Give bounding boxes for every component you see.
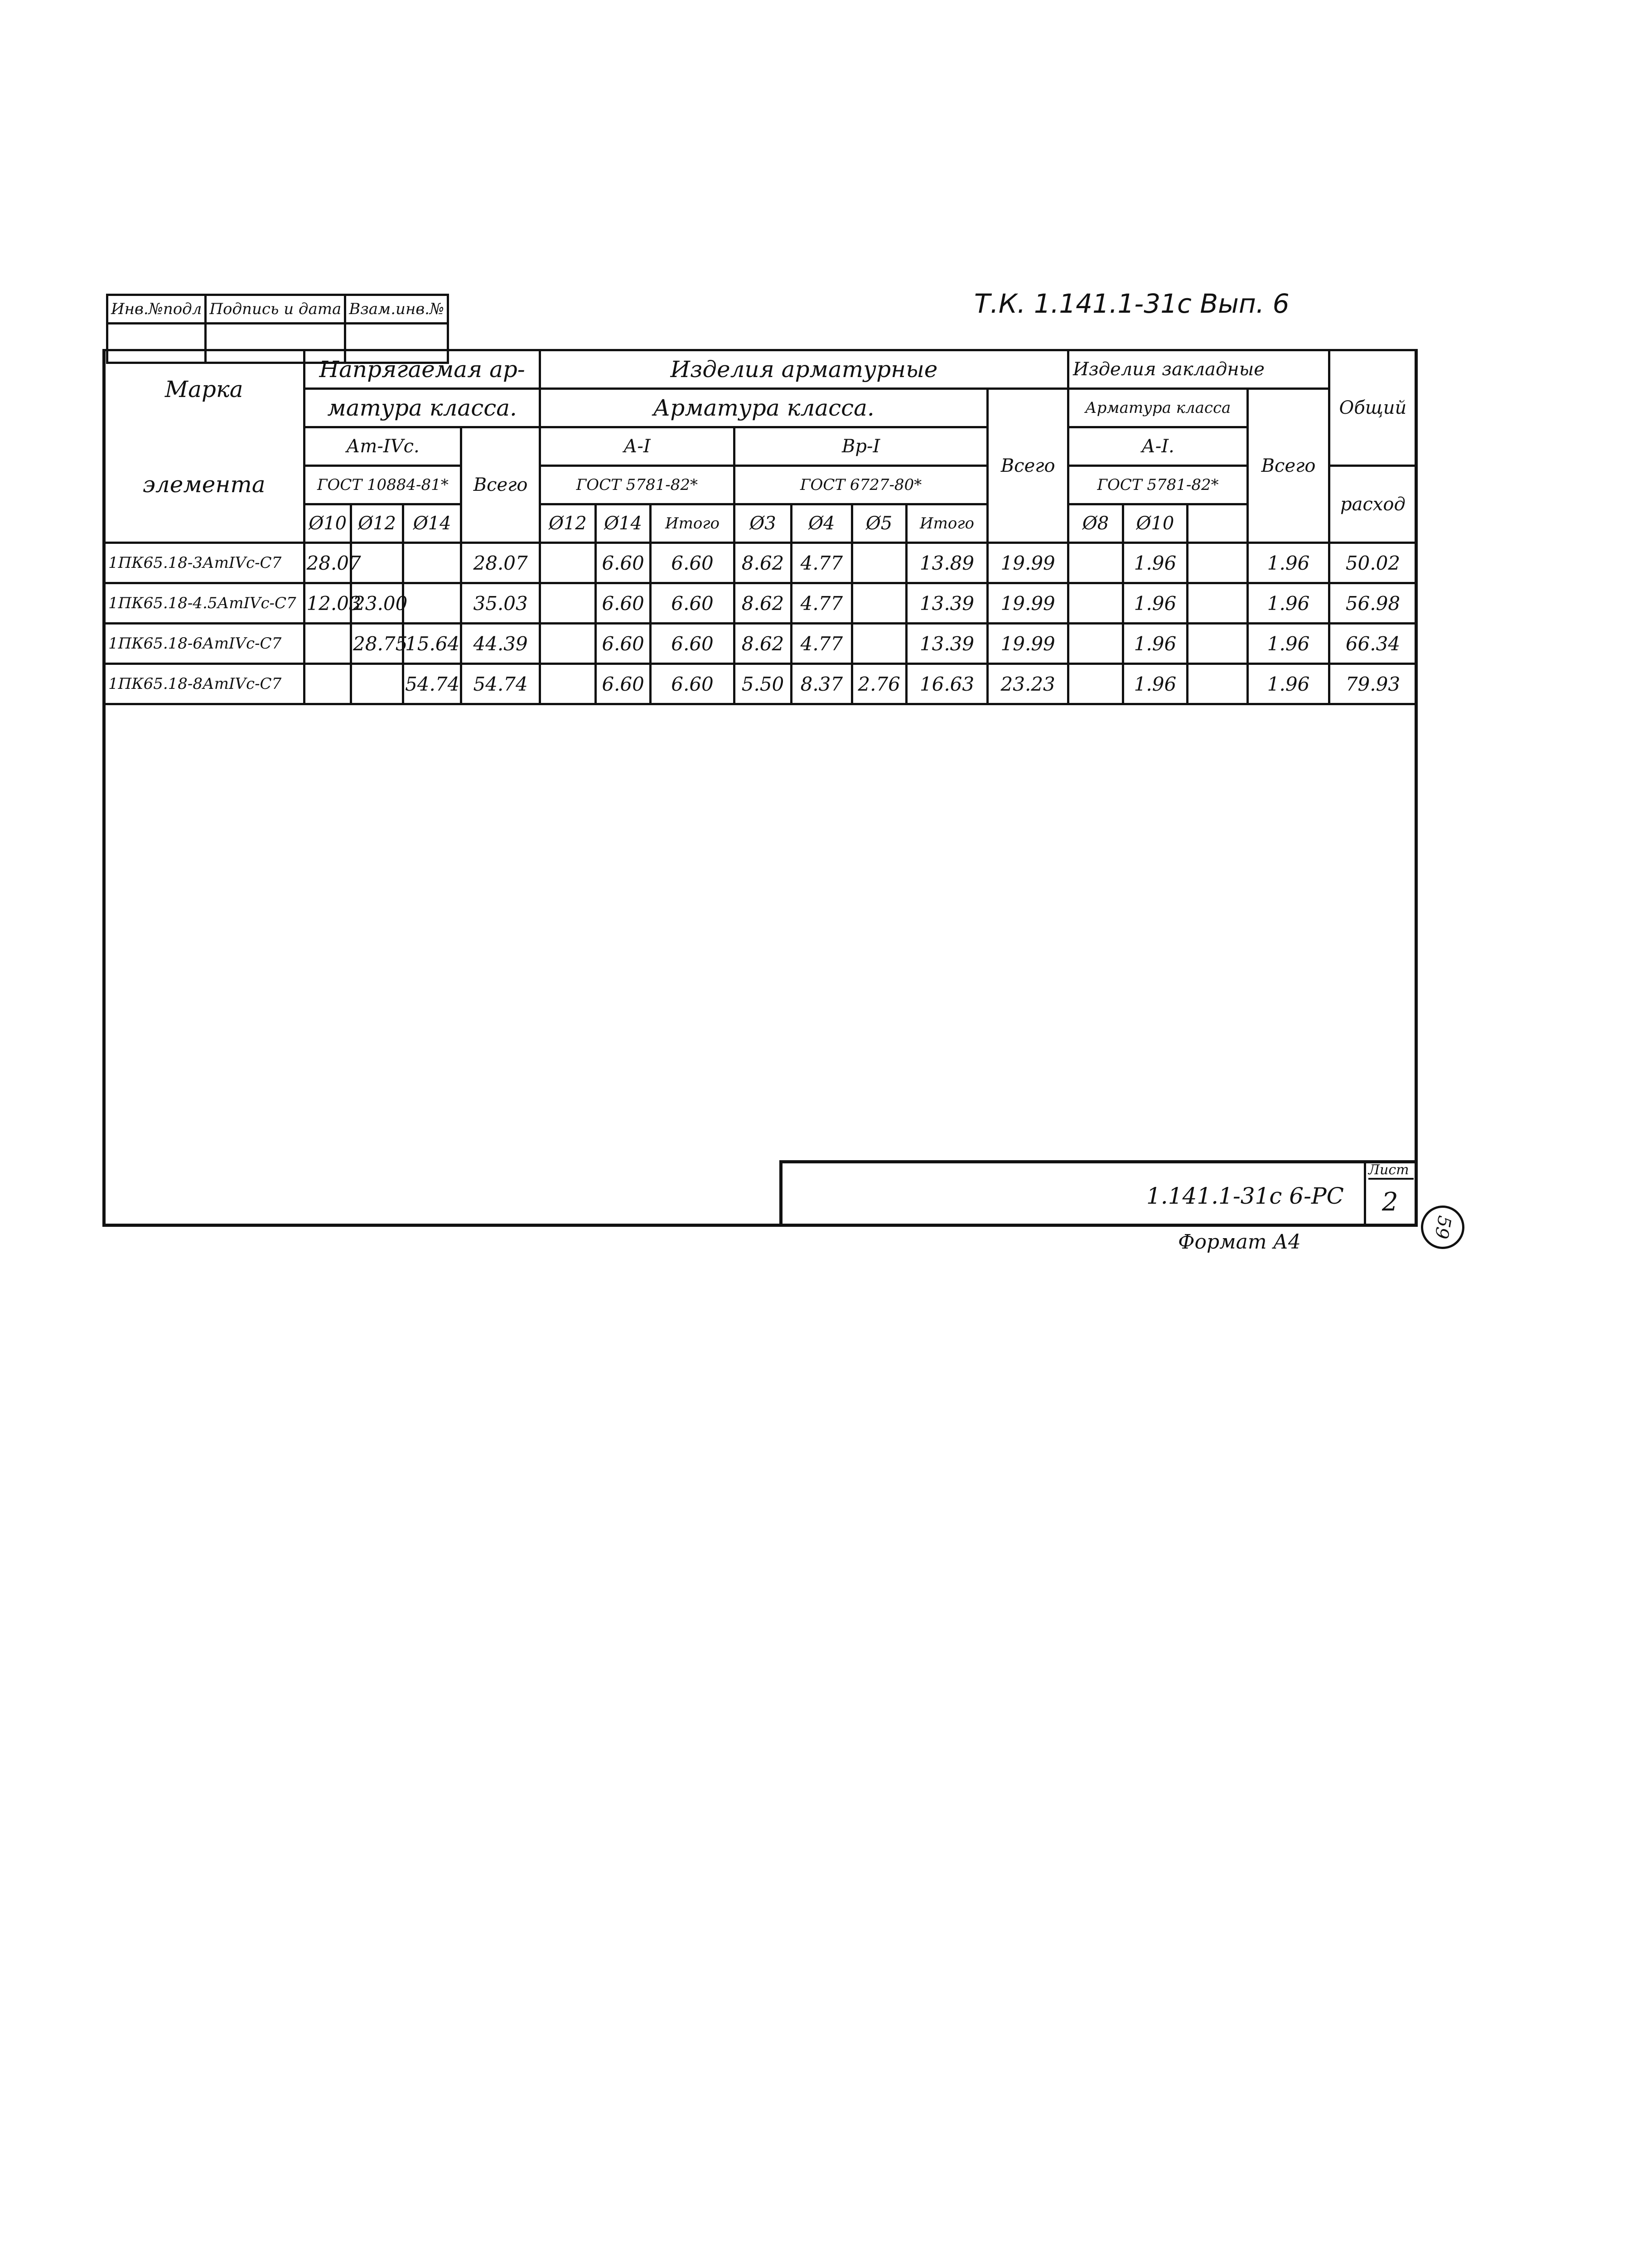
title-block-code: 1.141.1-31с 6-РС xyxy=(1146,1183,1344,1209)
row-value xyxy=(540,583,595,624)
row-value: 19.99 xyxy=(988,583,1068,624)
row-value xyxy=(540,664,595,704)
header-v-itogo: Итого xyxy=(906,504,988,543)
row-value xyxy=(540,624,595,664)
row-value: 13.39 xyxy=(906,624,988,664)
row-value: 54.74 xyxy=(461,664,540,704)
title-block-sheet-number: 2 xyxy=(1382,1187,1398,1217)
row-value xyxy=(852,624,906,664)
header-e-empty xyxy=(1187,504,1247,543)
document-code: Т.К. 1.141.1-31с Вып. 6 xyxy=(974,288,1290,319)
table-row xyxy=(104,664,1417,704)
row-value: 6.60 xyxy=(651,624,734,664)
row-value: 12.03 xyxy=(304,583,351,624)
row-value xyxy=(1187,624,1247,664)
row-mark: 1ПК65.18-8АтIVс-С7 xyxy=(104,664,304,704)
row-value: 35.03 xyxy=(461,583,540,624)
row-value xyxy=(1187,583,1247,624)
header-rebar-total: Всего xyxy=(988,389,1068,543)
row-value: 2.76 xyxy=(852,664,906,704)
page-mark: 59 xyxy=(1417,1202,1468,1252)
row-mark: 1ПК65.18-3АтIVс-С7 xyxy=(104,543,304,583)
row-value xyxy=(1068,664,1123,704)
row-mark: 1ПК65.18-4.5АтIVс-С7 xyxy=(104,583,304,624)
stamp-vzam-inv: Взам.инв.№ xyxy=(345,295,448,324)
header-d12: Ø12 xyxy=(351,504,403,543)
row-value: 66.34 xyxy=(1329,624,1416,664)
row-value: 6.60 xyxy=(651,543,734,583)
row-value: 56.98 xyxy=(1329,583,1416,624)
row-value xyxy=(852,583,906,624)
row-value: 6.60 xyxy=(596,543,651,583)
header-class-a1: А-I xyxy=(540,427,734,466)
header-class-vr1: Вр-I xyxy=(734,427,987,466)
row-value: 6.60 xyxy=(596,664,651,704)
row-value: 23.00 xyxy=(351,583,403,624)
rebar-consumption-table xyxy=(102,349,1418,705)
header-e-d10: Ø10 xyxy=(1123,504,1188,543)
row-value xyxy=(304,664,351,704)
row-value: 1.96 xyxy=(1248,624,1329,664)
header-prestressed-class: Ат-IVс. xyxy=(304,427,461,466)
header-mark-2: элемента xyxy=(104,427,304,543)
row-value: 1.96 xyxy=(1248,583,1329,624)
row-value: 8.62 xyxy=(734,624,791,664)
header-e-d8: Ø8 xyxy=(1068,504,1123,543)
header-prestressed-gost: ГОСТ 10884-81* xyxy=(304,466,461,504)
row-value: 50.02 xyxy=(1329,543,1416,583)
header-d10: Ø10 xyxy=(304,504,351,543)
row-value: 16.63 xyxy=(906,664,988,704)
row-value: 28.07 xyxy=(461,543,540,583)
header-embedded-total: Всего xyxy=(1248,389,1329,543)
row-value: 8.62 xyxy=(734,543,791,583)
row-value xyxy=(1187,543,1247,583)
header-gost-a1: ГОСТ 5781-82* xyxy=(540,466,734,504)
row-value: 44.39 xyxy=(461,624,540,664)
header-a-d12: Ø12 xyxy=(540,504,595,543)
stamp-inv-no: Инв.№подл xyxy=(107,295,206,324)
header-prestressed-total: Всего xyxy=(461,427,540,543)
row-value: 5.50 xyxy=(734,664,791,704)
row-value: 1.96 xyxy=(1248,543,1329,583)
row-value xyxy=(351,664,403,704)
row-value xyxy=(403,543,461,583)
table-row xyxy=(104,583,1417,624)
row-value: 13.39 xyxy=(906,583,988,624)
row-value: 8.37 xyxy=(792,664,852,704)
header-products-rebar: Изделия арматурные xyxy=(540,350,1068,389)
title-block-sheet-label: Лист xyxy=(1368,1162,1414,1180)
row-value: 1.96 xyxy=(1248,664,1329,704)
row-value xyxy=(1068,583,1123,624)
header-embedded-class-a1: А-I. xyxy=(1068,427,1247,466)
header-prestressed-1: Напрягаемая ар- xyxy=(304,350,540,389)
row-value: 28.75 xyxy=(351,624,403,664)
row-value: 6.60 xyxy=(651,583,734,624)
header-overall-1: Общий xyxy=(1329,350,1416,466)
row-value xyxy=(540,543,595,583)
row-value: 1.96 xyxy=(1123,664,1188,704)
row-value xyxy=(1187,664,1247,704)
row-value: 4.77 xyxy=(792,543,852,583)
header-v-d3: Ø3 xyxy=(734,504,791,543)
row-value xyxy=(304,624,351,664)
header-mark-1: Марка xyxy=(104,350,304,427)
row-value: 19.99 xyxy=(988,624,1068,664)
header-v-d5: Ø5 xyxy=(852,504,906,543)
row-value xyxy=(403,583,461,624)
row-mark: 1ПК65.18-6АтIVс-С7 xyxy=(104,624,304,664)
header-d14: Ø14 xyxy=(403,504,461,543)
header-rebar-class: Арматура класса. xyxy=(540,389,987,427)
row-value: 15.64 xyxy=(403,624,461,664)
row-value: 13.89 xyxy=(906,543,988,583)
format-label: Формат А4 xyxy=(1178,1230,1301,1254)
row-value: 19.99 xyxy=(988,543,1068,583)
row-value: 1.96 xyxy=(1123,543,1188,583)
header-embedded-class: Арматура класса xyxy=(1068,389,1247,427)
row-value: 54.74 xyxy=(403,664,461,704)
row-value: 6.60 xyxy=(596,624,651,664)
row-value xyxy=(1068,543,1123,583)
header-a-d14: Ø14 xyxy=(596,504,651,543)
row-value: 1.96 xyxy=(1123,624,1188,664)
row-value: 1.96 xyxy=(1123,583,1188,624)
header-prestressed-2: матура класса. xyxy=(304,389,540,427)
row-value: 8.62 xyxy=(734,583,791,624)
header-overall-2: расход xyxy=(1329,466,1416,543)
header-a-itogo: Итого xyxy=(651,504,734,543)
row-value: 4.77 xyxy=(792,624,852,664)
row-value: 79.93 xyxy=(1329,664,1416,704)
row-value xyxy=(1068,624,1123,664)
stamp-signature-date: Подпись и дата xyxy=(206,295,345,324)
header-v-d4: Ø4 xyxy=(792,504,852,543)
header-gost-vr1: ГОСТ 6727-80* xyxy=(734,466,987,504)
row-value: 28.07 xyxy=(304,543,351,583)
table-row xyxy=(104,624,1417,664)
row-value xyxy=(852,543,906,583)
table-row xyxy=(104,543,1417,583)
header-embedded: Изделия закладные xyxy=(1068,350,1329,389)
row-value: 6.60 xyxy=(596,583,651,624)
row-value: 23.23 xyxy=(988,664,1068,704)
row-value: 4.77 xyxy=(792,583,852,624)
row-value: 6.60 xyxy=(651,664,734,704)
header-embedded-gost: ГОСТ 5781-82* xyxy=(1068,466,1247,504)
